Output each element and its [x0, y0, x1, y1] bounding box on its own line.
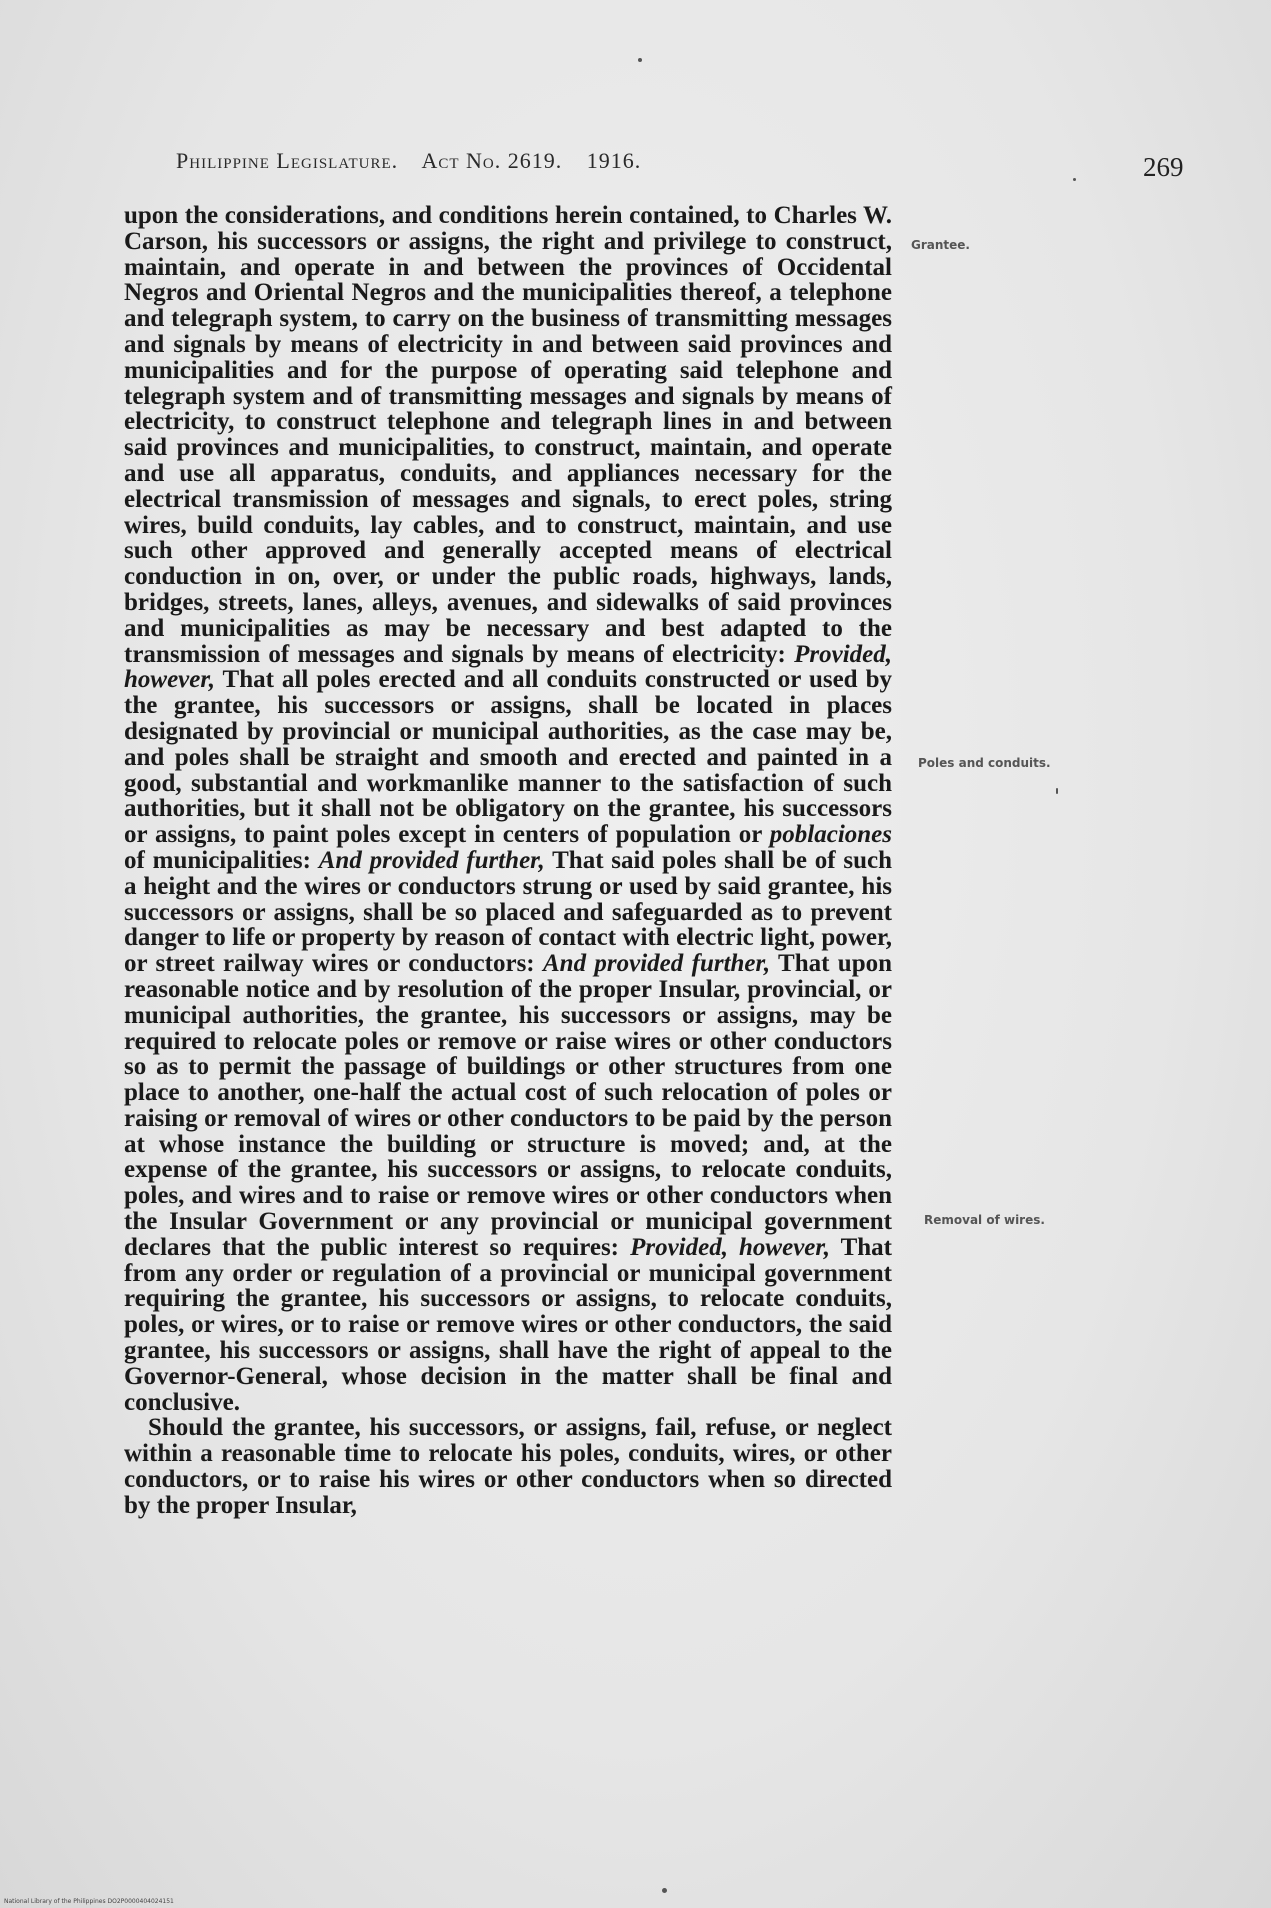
act-number: Act No. 2619.	[421, 148, 563, 173]
text-run: That all poles erected and all conduits constructed or used by the grantee, his successors or assigns, shall be located in places designated by provincial or municipal authorities, as the case may be, and poles shall be straight and smooth and erected and painted in a good, substantial and workmanlike manner to the satisfaction of such authorities, but it shall not be obligatory on the grantee, his successors or assigns, to paint poles except in centers of population or	[124, 666, 892, 849]
scan-speck	[1073, 178, 1076, 181]
body-text	[124, 203, 892, 1519]
italic-run: And provided further,	[542, 950, 771, 978]
margin-note-grantee: Grantee.	[911, 238, 970, 252]
italic-run: Provided, however,	[630, 1233, 830, 1261]
page-number: 269	[1143, 152, 1184, 182]
paragraph-second: Should the grantee, his successors, or assigns, fail, refuse, or neglect within a reasonable time to relocate his poles, conduits, wires, or other conductors, or to raise his wires or other conductors when so directed by the proper Insular,	[124, 1414, 892, 1519]
italic-run: And provided further,	[318, 846, 545, 874]
text-run: of municipalities:	[124, 846, 319, 874]
running-title: Philippine Legislature.	[176, 148, 399, 173]
text-run: That upon reasonable notice and by resolution of the proper Insular, provincial, or municipal authorities, the grantee, his successors or assigns, may be required to relocate poles or remove or raise wires or other conductors so as to permit the passage of buildings or other structures from one place to another, one-half the actual cost of such relocation of poles or raising or removal of wires or other conductors to be paid by the person at whose instance the building or structure is moved; and, at the expense of the grantee, his successors or assigns, to relocate conduits, poles, and wires and to raise or remove wires or other conductors when the Insular Government or any provincial or municipal government declares that the public interest so requires:	[124, 950, 892, 1261]
footer-credit: National Library of the Philippines DO2P0000404024151	[4, 1898, 174, 1905]
text-run: upon the considerations, and conditions herein contained, to Charles W. Carson, his successors or assigns, the right and privilege to construct, maintain, and operate in and between the provinces of Occidental Negros and Oriental Negros and the municipalities thereof, a telephone and telegraph system, to carry on the business of transmitting messages and signals by means of electricity in and between said provinces and municipalities and for the purpose of operating said telephone and telegraph system and of transmitting messages and signals by means of electricity, to construct telephone and telegraph lines in and between said provinces and municipalities, to construct, maintain, and operate and use all apparatus, conduits, and appliances necessary for the electrical transmission of messages and signals, to erect poles, string wires, build conduits, lay cables, and to construct, maintain, and use such other approved and generally accepted means of electrical conduction in on, over, or under the public roads, highways, lands, bridges, streets, lanes, alleys, avenues, and sidewalks of said provinces and municipalities as may be necessary and best adapted to the transmission of messages and signals by means of electricity:	[124, 202, 892, 668]
scan-speck	[662, 1888, 667, 1893]
scan-speck	[1056, 788, 1058, 794]
text-run: That from any order or regulation of a provincial or municipal government requiring the grantee, his successors or assigns, to relocate conduits, poles, or wires, or to raise or remove wires or other conductors, the said grantee, his successors or assigns, shall have the right of appeal to the Governor-General, whose decision in the matter shall be final and conclusive.	[124, 1233, 893, 1416]
italic-run: Provided, however,	[124, 640, 892, 694]
paragraph-main	[124, 203, 892, 1415]
scan-speck	[638, 58, 642, 62]
act-year: 1916.	[586, 148, 642, 173]
margin-note-removal-of-wires: Removal of wires.	[924, 1213, 1045, 1227]
running-head	[176, 148, 659, 174]
text-run: That said poles shall be of such a height and the wires or conductors strung or used by said grantee, his successors or assigns, shall be so placed and safeguarded as to prevent danger to life or property by reason of contact with electric light, power, or street railway wires or conductors:	[124, 846, 892, 978]
italic-run: poblaciones	[769, 821, 892, 849]
margin-note-poles-and-conduits: Poles and conduits.	[918, 756, 1051, 770]
